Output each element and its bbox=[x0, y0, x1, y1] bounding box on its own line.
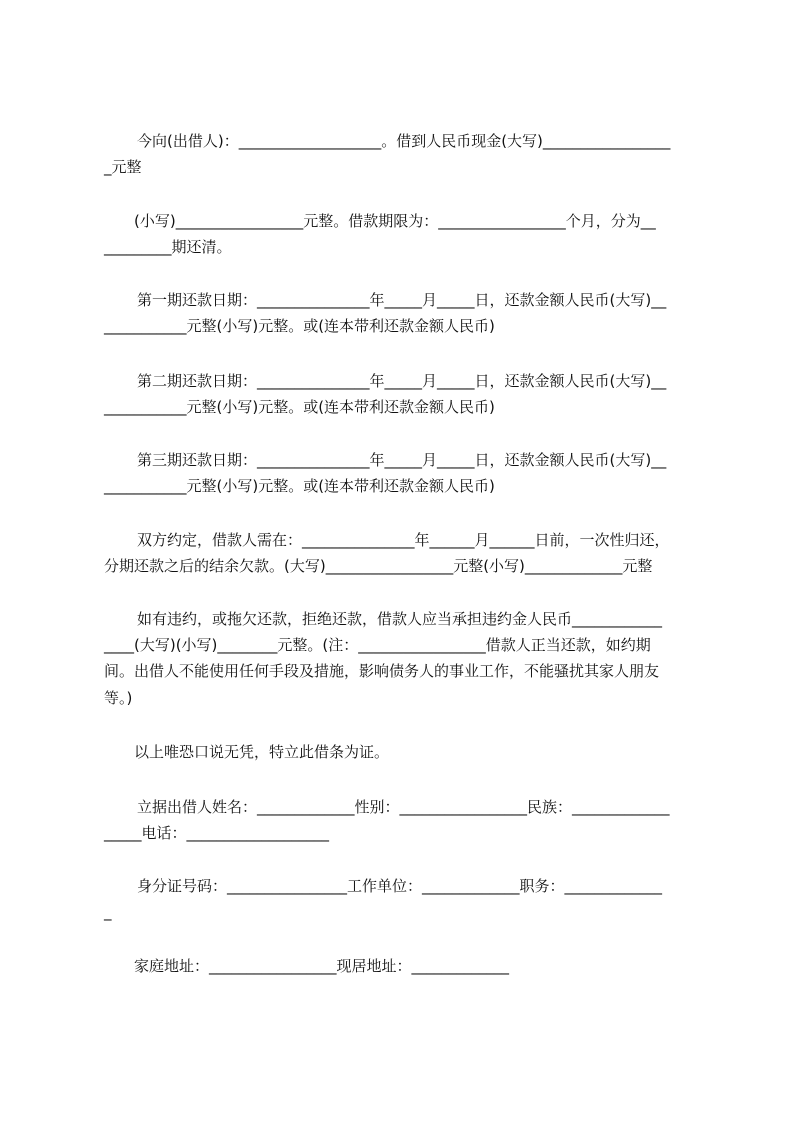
paragraph-6-line-2: 分期还款之后的结余欠款。(大写)_________________元整(小写)_____________元整 bbox=[104, 557, 653, 575]
paragraph-7-line-2: ____(大写)(小写)________元整。(注：_________________借款人正当还款，如约期 bbox=[104, 636, 651, 654]
paragraph-9-line-2: _____电话：___________________ bbox=[104, 824, 330, 842]
paragraph-7-line-4: 等。) bbox=[104, 689, 133, 707]
paragraph-11-line-1: 家庭地址：_________________现居地址：_____________ bbox=[134, 957, 510, 975]
paragraph-3-line-1: 第一期还款日期：_______________年_____月_____日，还款金额人民币(大写)__ bbox=[137, 291, 667, 309]
paragraph-5-line-2: ___________元整(小写)元整。或(连本带利还款金额人民币) bbox=[104, 477, 495, 495]
paragraph-3-line-2: ___________元整(小写)元整。或(连本带利还款金额人民币) bbox=[104, 317, 495, 335]
paragraph-7-line-1: 如有违约，或拖欠还款，拒绝还款，借款人应当承担违约金人民币____________ bbox=[137, 610, 663, 628]
paragraph-1-line-1: 今向(出借人)：___________________。借到人民币现金(大写)_________________ bbox=[137, 132, 671, 150]
paragraph-2-line-1: (小写)_________________元整。借款期限为：_________________个月，分为__ bbox=[134, 212, 656, 230]
paragraph-6-line-1: 双方约定，借款人需在：_______________年______月______日前，一次性归还， bbox=[137, 531, 670, 549]
paragraph-4-line-1: 第二期还款日期：_______________年_____月_____日，还款金额人民币(大写)__ bbox=[137, 372, 667, 390]
paragraph-5-line-1: 第三期还款日期：_______________年_____月_____日，还款金额人民币(大写)__ bbox=[137, 451, 667, 469]
paragraph-1-line-2: _元整 bbox=[104, 158, 142, 176]
paragraph-2-line-2: _________期还清。 bbox=[104, 238, 232, 256]
paragraph-7-line-3: 间。出借人不能使用任何手段及措施，影响债务人的事业工作，不能骚扰其家人朋友 bbox=[104, 662, 660, 680]
paragraph-10-line-1: 身分证号码：________________工作单位：_____________职务：_____________ bbox=[137, 877, 663, 895]
paragraph-10-line-2: _ bbox=[104, 903, 112, 921]
paragraph-4-line-2: ___________元整(小写)元整。或(连本带利还款金额人民币) bbox=[104, 398, 495, 416]
paragraph-8-line-1: 以上唯恐口说无凭，特立此借条为证。 bbox=[134, 743, 390, 761]
paragraph-9-line-1: 立据出借人姓名：_____________性别：_________________民族：_____________ bbox=[137, 798, 670, 816]
